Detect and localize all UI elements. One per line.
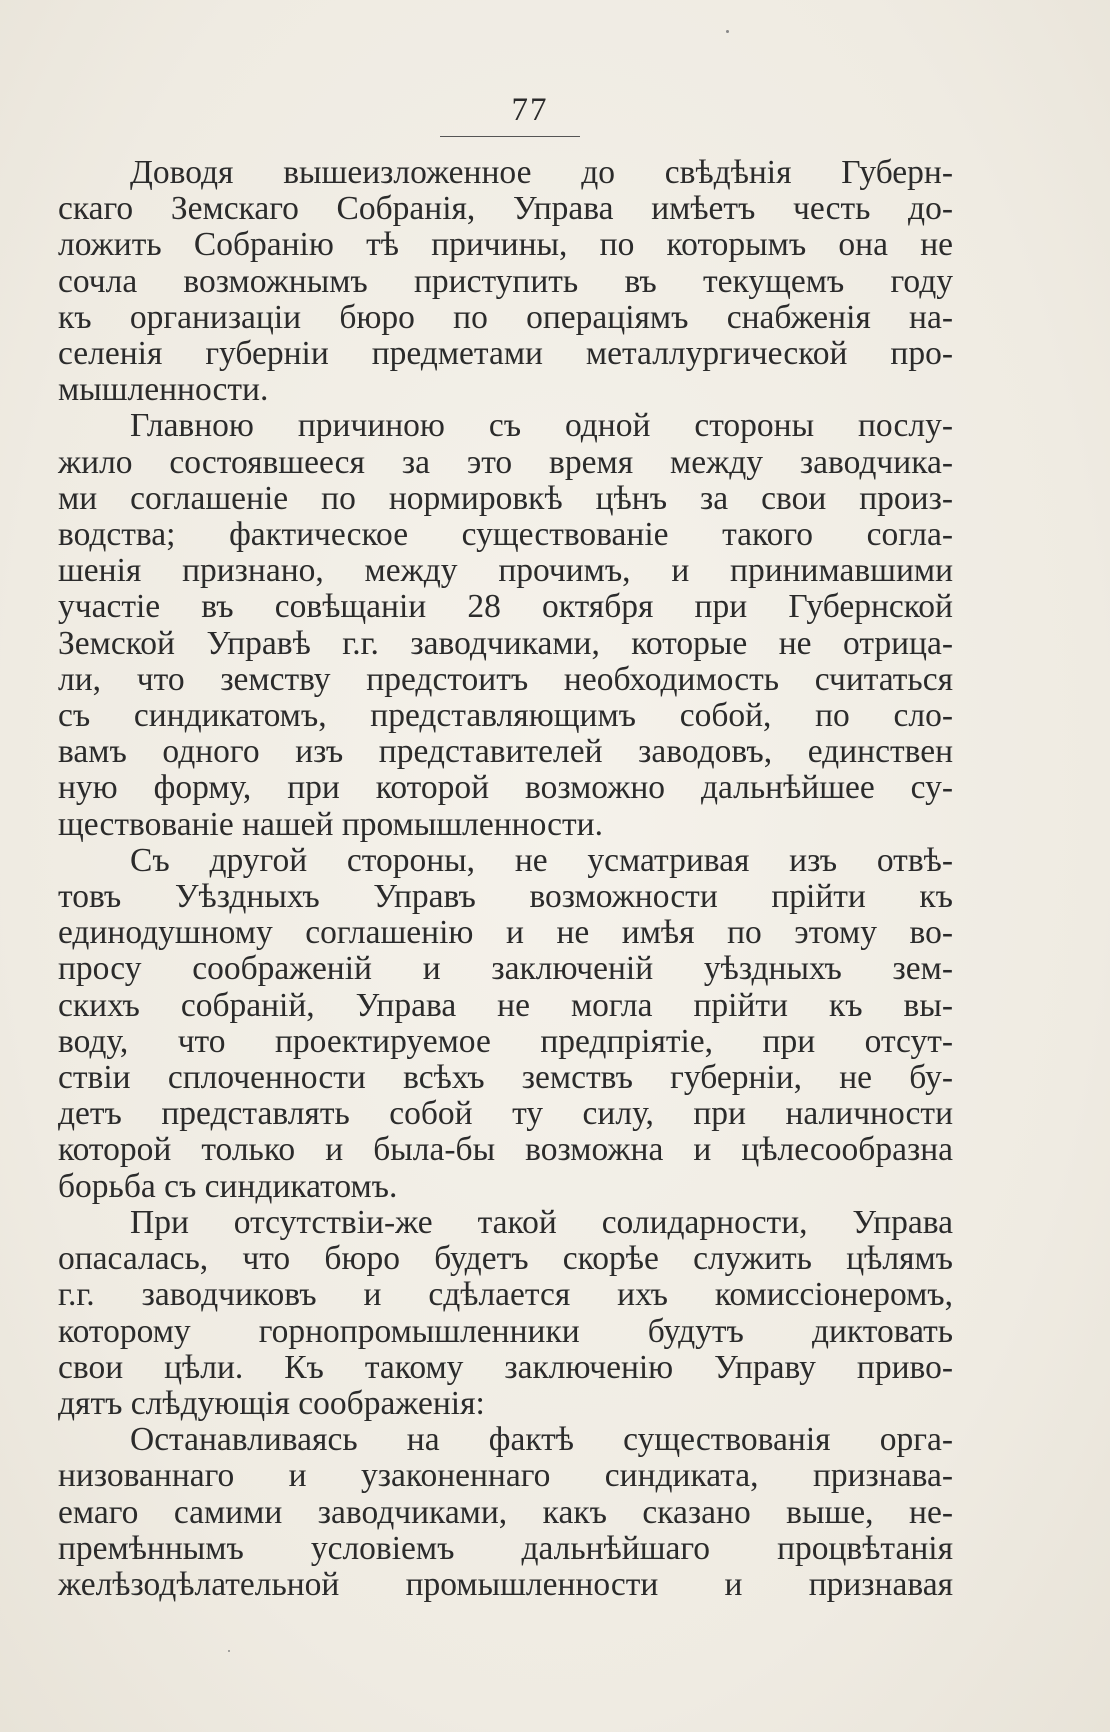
text-line: ми соглашеніе по нормировкѣ цѣнъ за свои произ- bbox=[58, 479, 953, 517]
text-line: единодушному соглашенію и не имѣя по этому во- bbox=[58, 914, 953, 952]
text-line: ли, что земству предстоитъ необходимость считаться bbox=[58, 660, 953, 698]
text-line: селенія губерніи предметами металлургической про- bbox=[58, 335, 953, 373]
text-line: шенія признано, между прочимъ, и принимавшими bbox=[58, 552, 953, 590]
text-line: дятъ слѣдующія соображенія: bbox=[58, 1384, 485, 1422]
text-line: съ синдикатомъ, представляющимъ собой, по сло- bbox=[58, 697, 953, 735]
text-line: товъ Уѣздныхъ Управъ возможности прійти къ bbox=[58, 878, 953, 916]
text-line: водства; фактическое существованіе такого согла- bbox=[58, 516, 953, 554]
text-line: которой только и была-бы возможна и цѣлесообразна bbox=[58, 1131, 953, 1169]
text-line: участіе въ совѣщаніи 28 октября при Губернской bbox=[58, 588, 953, 626]
text-line: г.г. заводчиковъ и сдѣлается ихъ комиссіонеромъ, bbox=[58, 1276, 953, 1314]
text-line: къ организаціи бюро по операціямъ снабженія на- bbox=[58, 298, 953, 336]
text-line: просу соображеній и заключеній уѣздныхъ зем- bbox=[58, 950, 953, 988]
text-line: скихъ собраній, Управа не могла прійти къ вы- bbox=[58, 986, 953, 1024]
page-number: 77 bbox=[511, 92, 549, 128]
text-line: Земской Управѣ г.г. заводчиками, которые не отрица- bbox=[58, 624, 953, 662]
text-line: скаго Земскаго Собранія, Управа имѣетъ честь до- bbox=[58, 190, 953, 228]
text-line: мышленности. bbox=[58, 371, 269, 409]
text-line: детъ представлять собой ту силу, при наличности bbox=[58, 1095, 953, 1133]
text-line: При отсутствіи-же такой солидарности, Управа bbox=[130, 1203, 953, 1241]
text-line: желѣзодѣлательной промышленности и признавая bbox=[58, 1565, 953, 1603]
text-line: жило состоявшееся за это время между заводчика- bbox=[58, 443, 953, 481]
text-line: которому горнопромышленники будутъ диктовать bbox=[58, 1312, 953, 1350]
text-line: сочла возможнымъ приступить въ текущемъ году bbox=[58, 262, 953, 300]
text-line: Главною причиною съ одной стороны послу- bbox=[130, 407, 953, 445]
text-line: премѣннымъ условіемъ дальнѣйшаго процвѣтанія bbox=[58, 1529, 953, 1567]
text-line: борьба съ синдикатомъ. bbox=[58, 1167, 398, 1205]
text-line: Доводя вышеизложенное до свѣдѣнія Губерн- bbox=[130, 154, 953, 191]
text-line: ствіи сплоченности всѣхъ земствъ губерніи, не бу- bbox=[58, 1059, 953, 1097]
paragraph bbox=[58, 408, 953, 842]
text-line: свои цѣли. Къ такому заключенію Управу приво- bbox=[58, 1348, 953, 1386]
text-line: вамъ одного изъ представителей заводовъ, единствен bbox=[58, 733, 953, 771]
text-line: Съ другой стороны, не усматривая изъ отвѣ- bbox=[130, 841, 953, 879]
text-line: ществованіе нашей промышленности. bbox=[58, 805, 603, 843]
scan-speck bbox=[726, 30, 729, 33]
text-line: низованнаго и узаконеннаго синдиката, признава- bbox=[58, 1457, 953, 1495]
text-line: ную форму, при которой возможно дальнѣйшее су- bbox=[58, 769, 953, 807]
page-body bbox=[58, 155, 953, 1603]
paragraph bbox=[58, 155, 953, 408]
paragraph bbox=[58, 843, 953, 1205]
page-number-rule bbox=[440, 136, 580, 137]
text-line: емаго самими заводчиками, какъ сказано выше, не- bbox=[58, 1493, 953, 1531]
paragraph bbox=[58, 1205, 953, 1422]
text-line: Останавливаясь на фактѣ существованія орга- bbox=[130, 1421, 953, 1459]
text-line: ложить Собранію тѣ причины, по которымъ она не bbox=[58, 226, 953, 264]
text-line: опасалась, что бюро будетъ скорѣе служить цѣлямъ bbox=[58, 1240, 953, 1278]
scan-speck bbox=[228, 1650, 230, 1652]
paragraph bbox=[58, 1422, 953, 1603]
text-line: воду, что проектируемое предпріятіе, при отсут- bbox=[58, 1022, 953, 1060]
